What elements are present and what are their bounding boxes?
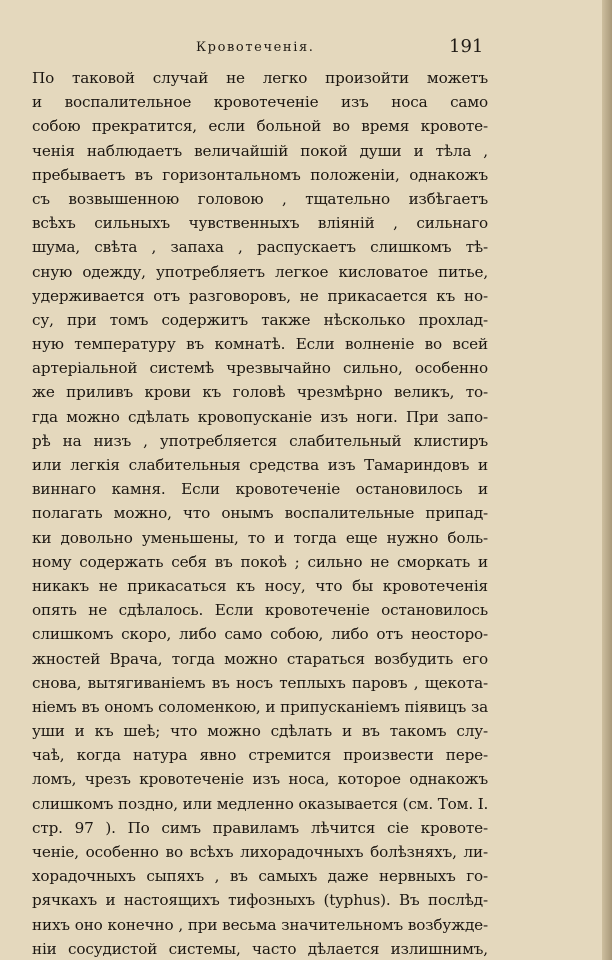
text-line: ную температуру въ комнатѣ. Если волненіе во всей (32, 335, 488, 354)
text-line: съ возвышенною головою , тщательно избѣгаетъ (32, 189, 488, 208)
text-line: слишкомъ скоро, либо само собою, либо отъ неосторо- (32, 625, 488, 644)
text-line: собою прекратится, если больной во время кровоте- (32, 117, 488, 136)
text-line: удерживается отъ разговоровъ, не прикасается къ но- (32, 286, 488, 305)
text-line: или легкія слабительныя средства изъ Тамариндовъ и (32, 456, 488, 474)
text-line: хорадочныхъ сыпяхъ , въ самыхъ даже нервныхъ го- (32, 867, 488, 886)
text-line: ки довольно уменьшены, то и тогда еще нужно боль- (32, 528, 488, 547)
text-line: полагать можно, что онымъ воспалительные припад- (32, 504, 488, 523)
text-line: же приливъ крови къ головѣ чрезмѣрно великъ, то- (32, 383, 488, 402)
text-line: стр. 97 ). По симъ правиламъ лѣчится сіе кровоте- (32, 818, 488, 837)
text-line: уши и къ шеѣ; что можно сдѣлать и въ такомъ слу- (32, 722, 488, 741)
text-line: сную одежду, употребляетъ легкое кисловатое питье, (32, 262, 488, 281)
text-line: и воспалительное кровотеченіе изъ носа само (32, 93, 488, 112)
body-text (32, 66, 488, 960)
running-title: Кровотеченія. (196, 40, 315, 55)
text-line: ломъ, чрезъ кровотеченіе изъ носа, которое однакожъ (32, 770, 488, 789)
text-line: чаѣ, когда натура явно стремится произвести пере- (32, 746, 488, 765)
text-line: пребываетъ въ горизонтальномъ положеніи, однакожъ (32, 165, 488, 184)
text-line: слишкомъ поздно, или медленно оказывается (см. Том. I. (32, 794, 489, 813)
text-line: рячкахъ и настоящихъ тифозныхъ (typhus). Въ послѣд- (32, 891, 488, 910)
text-line: всѣхъ сильныхъ чувственныхъ вліяній , сильнаго (32, 214, 488, 233)
page-header (0, 36, 612, 58)
text-line: рѣ на низъ , употребляется слабительный клистиръ (32, 431, 488, 450)
text-line: ному содержать себя въ покоѣ ; сильно не сморкать и (32, 552, 488, 571)
text-line: ніемъ въ ономъ соломенкою, и припусканіемъ піявицъ за (32, 697, 488, 716)
text-line: ніи сосудистой системы, часто дѣлается излишнимъ, (32, 939, 488, 958)
text-line: жностей Врача, тогда можно стараться возбудить его (32, 649, 488, 668)
text-line: шума, свѣта , запаха , распускаетъ слишкомъ тѣ- (32, 238, 488, 257)
text-line: снова, вытягиваніемъ въ носъ теплыхъ паровъ , щекота- (32, 673, 488, 692)
text-line: виннаго камня. Если кровотеченіе остановилось и (32, 480, 488, 499)
text-line: гда можно сдѣлать кровопусканіе изъ ноги. При запо- (32, 407, 488, 426)
text-line: ченіе, особенно во всѣхъ лихорадочныхъ болѣзняхъ, ли- (32, 843, 488, 861)
text-line: нихъ оно конечно , при весьма значительномъ возбужде- (32, 915, 488, 934)
page-number: 191 (449, 36, 484, 57)
text-line: ченія наблюдаетъ величайшій покой души и тѣла , (32, 141, 488, 160)
text-line: опять не сдѣлалось. Если кровотеченіе остановилось (32, 601, 488, 620)
text-line: артеріальной системѣ чрезвычайно сильно, особенно (32, 359, 488, 378)
text-line: су, при томъ содержитъ также нѣсколько прохлад- (32, 310, 488, 329)
page-edge (602, 0, 612, 960)
text-line: никакъ не прикасаться къ носу, что бы кровотеченія (32, 576, 488, 595)
text-line: По таковой случай не легко произойти можетъ (32, 69, 488, 87)
